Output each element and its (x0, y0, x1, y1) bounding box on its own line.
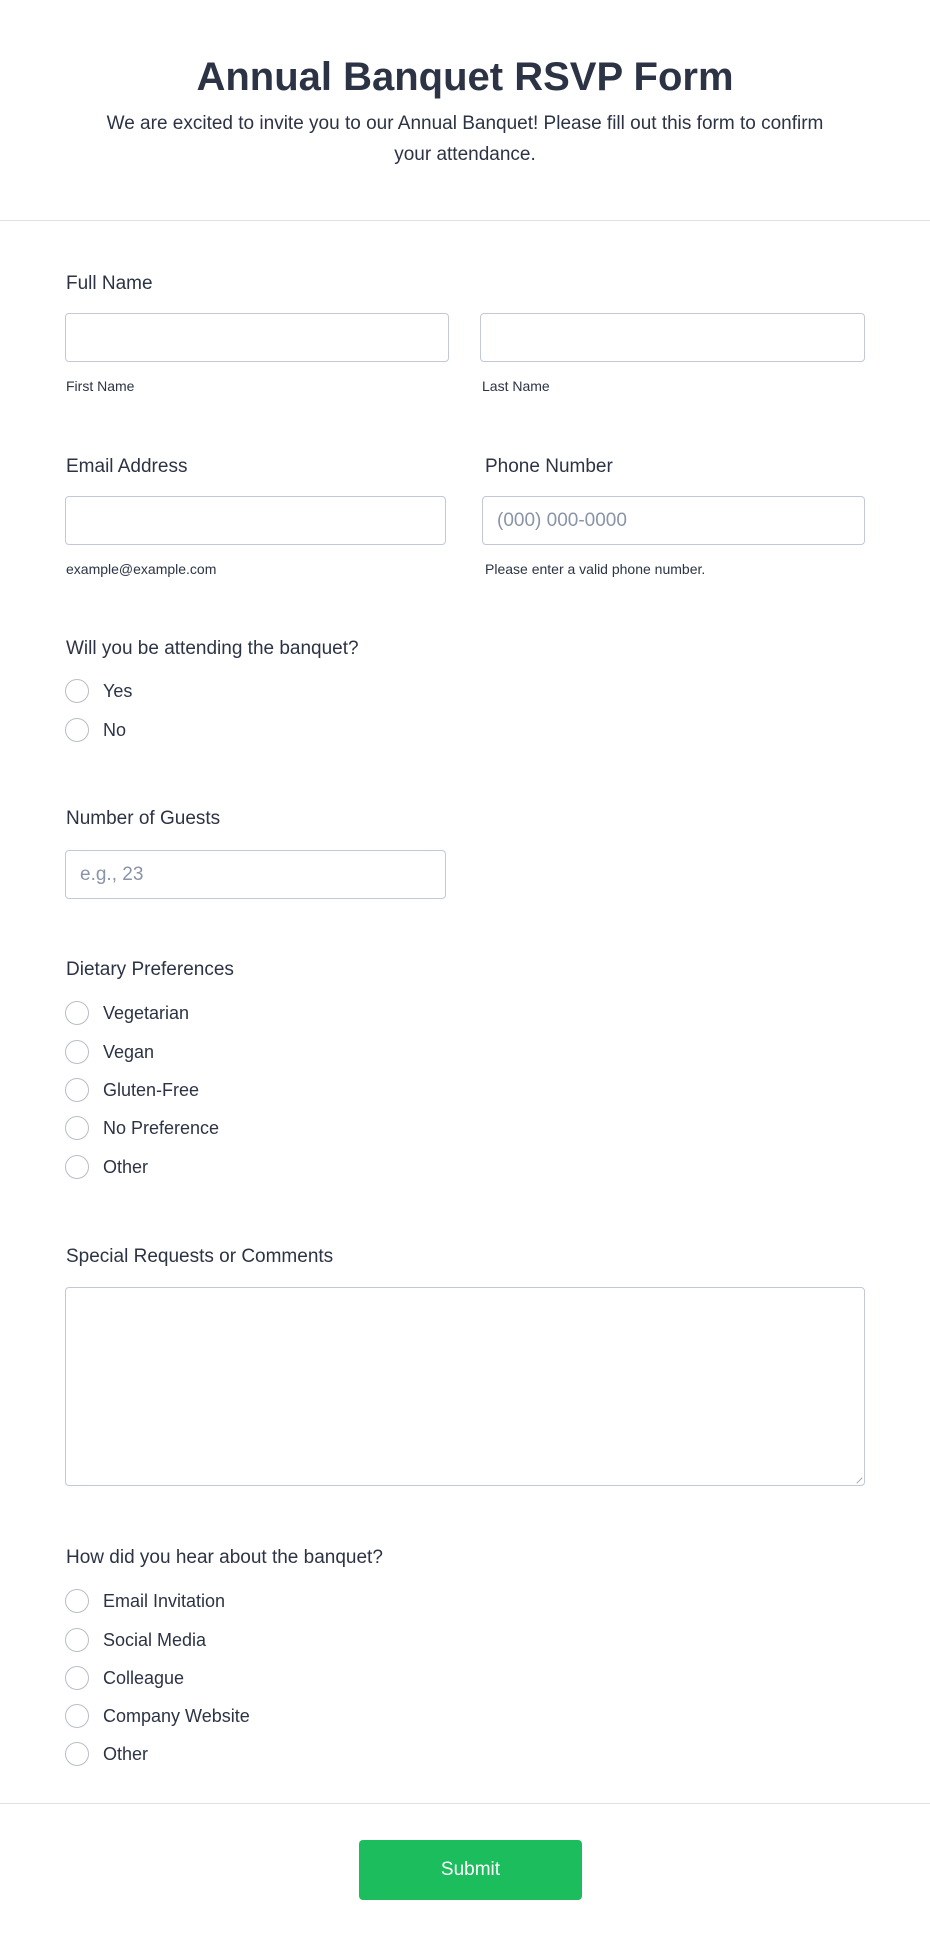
radio-dietary-other[interactable] (65, 1154, 148, 1180)
phone-label: Phone Number (485, 456, 613, 477)
radio-circle-icon (65, 1704, 89, 1728)
email-input[interactable] (65, 496, 446, 545)
radio-circle-icon (65, 1040, 89, 1064)
phone-hint: Please enter a valid phone number. (485, 561, 706, 577)
email-hint: example@example.com (66, 561, 217, 577)
attending-label: Will you be attending the banquet? (66, 638, 359, 659)
radio-circle-icon (65, 1001, 89, 1025)
radio-circle-icon (65, 1628, 89, 1652)
radio-label: Gluten-Free (103, 1079, 200, 1100)
radio-vegan[interactable] (65, 1039, 154, 1065)
radio-circle-icon (65, 1589, 89, 1613)
radio-yes[interactable] (65, 678, 132, 704)
phone-input[interactable]: (000) 000-0000 (482, 496, 865, 545)
radio-vegetarian[interactable] (65, 1000, 189, 1026)
radio-gluten-free[interactable] (65, 1077, 199, 1103)
last-name-input[interactable] (480, 313, 865, 362)
guests-label: Number of Guests (66, 808, 221, 829)
last-name-hint: Last Name (482, 378, 550, 394)
footer-divider (0, 1803, 930, 1804)
radio-label: Other (103, 1743, 149, 1764)
first-name-hint: First Name (66, 378, 135, 394)
radio-label: Colleague (103, 1667, 185, 1688)
radio-circle-icon (65, 1116, 89, 1140)
radio-no-preference[interactable] (65, 1115, 219, 1141)
radio-label: No Preference (103, 1117, 220, 1138)
radio-social-media[interactable] (65, 1627, 206, 1653)
radio-colleague[interactable] (65, 1665, 184, 1691)
comments-textarea[interactable] (65, 1287, 865, 1486)
radio-label: Vegetarian (103, 1002, 190, 1023)
page-subtitle: We are excited to invite you to our Annual Banquet! Please fill out this form to confirm your attendance. (106, 113, 824, 165)
radio-circle-icon (65, 1078, 89, 1102)
radio-label: Company Website (103, 1705, 250, 1726)
radio-label: No (103, 719, 127, 740)
radio-label: Social Media (103, 1629, 207, 1650)
radio-email-invitation[interactable] (65, 1588, 225, 1614)
comments-label: Special Requests or Comments (66, 1246, 334, 1267)
dietary-label: Dietary Preferences (66, 959, 234, 980)
email-label: Email Address (66, 456, 188, 477)
radio-label: Vegan (103, 1041, 155, 1062)
radio-circle-icon (65, 718, 89, 742)
radio-label: Other (103, 1156, 149, 1177)
radio-company-website[interactable] (65, 1703, 250, 1729)
page-title: Annual Banquet RSVP Form (196, 55, 734, 99)
heard-label: How did you hear about the banquet? (66, 1547, 383, 1568)
radio-circle-icon (65, 1666, 89, 1690)
radio-label: Yes (103, 680, 133, 701)
radio-label: Email Invitation (103, 1590, 226, 1611)
radio-circle-icon (65, 1742, 89, 1766)
guests-input[interactable]: e.g., 23 (65, 850, 446, 899)
header-divider (0, 220, 930, 221)
radio-circle-icon (65, 1155, 89, 1179)
submit-button[interactable]: Submit (359, 1840, 582, 1900)
radio-circle-icon (65, 679, 89, 703)
radio-heard-other[interactable] (65, 1741, 148, 1767)
resize-grip-icon[interactable] (851, 1472, 862, 1483)
radio-no[interactable] (65, 717, 126, 743)
first-name-input[interactable] (65, 313, 449, 362)
full-name-label: Full Name (66, 273, 153, 294)
